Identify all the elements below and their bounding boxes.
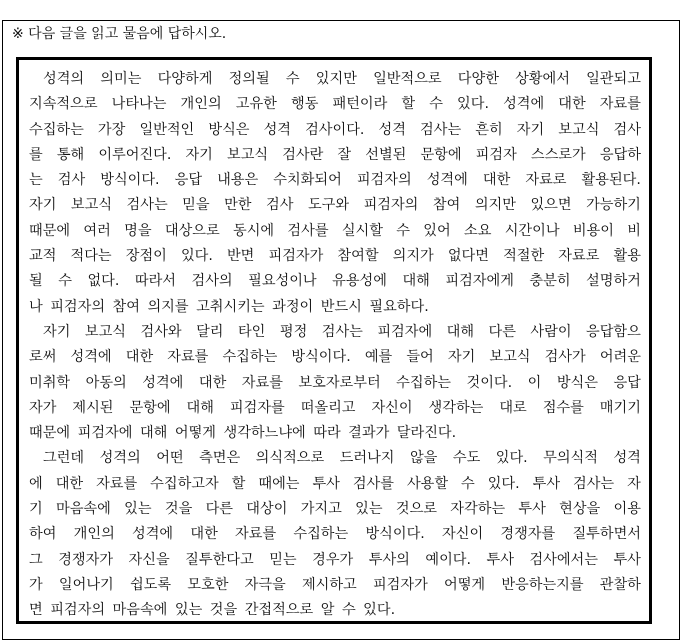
passage-word: 미취학 [29, 374, 71, 391]
passage-word: 적다는 [70, 248, 112, 265]
passage-word: 의지가 [392, 248, 434, 265]
passage-word: 흔히 [475, 121, 503, 138]
passage-word: 수집하고자 [150, 475, 219, 492]
passage-word: 검사가 [544, 349, 586, 366]
passage-word: 자각하는 [450, 501, 506, 518]
passage-word: 다양한 [457, 71, 499, 87]
passage-word: 자료를 [241, 374, 283, 391]
passage-word: 검사이다. [305, 121, 365, 138]
passage-word: 소요 [463, 222, 492, 239]
passage-line [29, 446, 641, 471]
passage-word: 일반적으로 [373, 71, 442, 87]
passage-word: 달리 [196, 323, 224, 340]
passage-word: 자기 [516, 121, 545, 138]
passage-word: 방식은 [556, 374, 598, 391]
passage-word: 투사 [532, 475, 561, 492]
passage-word: 보고식 [70, 197, 113, 214]
passage-word: 활용 [613, 248, 641, 265]
passage-word: 자신을 [128, 551, 170, 568]
passage-word: 검사는 [573, 475, 615, 492]
passage-word: 응답하 [599, 146, 641, 163]
passage-word: 수집하는 [293, 526, 349, 543]
passage-word: 있다. [180, 248, 213, 265]
passage-word: 대상이 [246, 501, 288, 518]
passage-word: 대로 [499, 399, 527, 416]
passage-word: 명을 [124, 222, 152, 239]
passage-line [29, 244, 641, 269]
passage-word: 있다. [487, 475, 520, 492]
passage-word: 무의식적 [543, 450, 598, 467]
passage-line [29, 320, 641, 345]
passage-word: 대한 [558, 96, 586, 113]
passage-word: 만한 [224, 197, 252, 214]
passage-word: 적절한 [503, 248, 545, 265]
passage-word: 반응하는지를 [501, 576, 584, 593]
passage-word: 수집하는 [29, 121, 84, 138]
passage-word: 는 [29, 172, 43, 189]
passage-word: 비 [627, 222, 641, 239]
passage-word: 행동 [290, 96, 319, 113]
passage-word: 검사와 [140, 323, 182, 340]
passage-word: 드러나지 [339, 450, 395, 467]
passage-word: 응답 [613, 374, 641, 391]
passage-word: 나타나는 [111, 96, 167, 113]
passage-word: 응답함으 [586, 323, 641, 340]
passage-word: 피검자에게 [445, 273, 514, 290]
passage-word: 보호자로부터 [298, 374, 381, 391]
passage-word: 를 [29, 146, 43, 163]
passage-word: 일관되고 [586, 71, 641, 87]
passage-line [29, 219, 641, 244]
passage-word: 경쟁자를 [500, 526, 556, 543]
passage-word: 않을 [409, 450, 438, 467]
passage-line [29, 472, 641, 497]
passage-line [29, 522, 641, 547]
passage-word: 다양하게 [157, 71, 213, 87]
passage-word: 자료를 [599, 96, 641, 113]
passage-word: 때문에 [29, 222, 71, 239]
passage-word: 마음속에 [56, 501, 111, 518]
passage-word: 있다. [495, 450, 528, 467]
passage-word: 질투하면서 [572, 526, 641, 543]
passage-word: 경우가 [312, 551, 354, 568]
passage-word: 검사 [57, 172, 86, 189]
passage-word: 성격에 [70, 349, 112, 366]
passage-word: 대상으로 [164, 222, 220, 239]
passage-word: 어떤 [156, 450, 184, 467]
passage-word: 피검자가 [372, 576, 428, 593]
passage-word: 검사에서는 [529, 551, 598, 568]
passage-word: 성격에 [132, 526, 174, 543]
passage-word: 그런데 [43, 450, 85, 467]
passage-word: 할 [231, 475, 246, 492]
passage-word: 경쟁자가 [58, 551, 114, 568]
passage-word: 성격의 [99, 450, 141, 467]
passage-word: 있다. [457, 96, 489, 113]
passage-word: 일반적인 [139, 121, 195, 138]
passage-line [29, 118, 641, 143]
passage-word: 충분히 [529, 273, 571, 290]
passage-line: 면 피검자의 마음속에 있는 것을 간접적으로 알 수 있다. [29, 602, 396, 619]
passage-word: 로써 [29, 349, 57, 366]
passage-word: 가장 [97, 121, 126, 138]
passage-word: 이용 [613, 501, 641, 518]
passage-word: 교적 [29, 248, 57, 265]
passage-word: 따라서 [134, 273, 176, 290]
passage-line: 때문에 피검자에 대해 어떻게 생각하느냐에 따라 결과가 달라진다. [29, 425, 457, 442]
passage-word: 투사의 [368, 551, 410, 568]
passage-line [29, 143, 641, 168]
passage-word: 하여 [29, 526, 57, 543]
passage-word: 이루어진다. [98, 146, 172, 163]
passage-word: 방식이다. [365, 526, 425, 543]
passage-word: 있는 [355, 501, 383, 518]
passage-word: 고유한 [235, 96, 277, 113]
passage-word: 예이다. [425, 551, 472, 568]
passage-word: 검사 [266, 197, 294, 214]
passage-word: 의미는 [100, 71, 142, 87]
passage-word: 자가 [29, 399, 57, 416]
passage-word: 의식적으로 [255, 450, 325, 467]
passage-word: 의지만 [474, 197, 516, 214]
passage-word: 문항에 [420, 146, 462, 163]
passage-word: 투사 [613, 551, 641, 568]
passage-word: 대한 [125, 349, 154, 366]
passage-word: 자신이 [371, 399, 413, 416]
passage-word: 검사란 [282, 146, 324, 163]
passage-word: 관찰하 [599, 576, 641, 593]
passage-word: 검사를 [352, 475, 394, 492]
passage-word: 질투한다고 [185, 551, 254, 568]
passage-word: 이 [527, 374, 542, 391]
passage-word: 보고식 [84, 323, 127, 340]
passage-word: 수도 [452, 450, 481, 467]
passage-line [29, 548, 641, 573]
passage-word: 수집하는 [222, 349, 278, 366]
passage-word: 투사 [312, 475, 340, 492]
passage-word: 가 [29, 576, 43, 593]
passage-word: 동시에 [232, 222, 275, 239]
passage-line: 나 피검자의 참여 의지를 고취시키는 과정이 반드시 필요하다. [29, 298, 429, 315]
passage-word: 자신이 [442, 526, 484, 543]
passage-word: 피검자 [475, 146, 517, 163]
passage-word: 필요성이나 [248, 273, 317, 290]
passage-word: 대해 [446, 323, 475, 340]
passage-word: 패턴이라 [332, 96, 388, 113]
passage-word: 자료를 [96, 475, 138, 492]
passage-word: 그 [29, 551, 43, 568]
passage-word: 자기 [447, 349, 476, 366]
passage-word: 참여 [432, 197, 461, 214]
passage-text [29, 67, 641, 624]
passage-word: 수 [396, 222, 410, 239]
passage-word: 성격에 [426, 172, 468, 189]
passage-word: 지속적으로 [29, 96, 98, 113]
passage-word: 것을 [164, 501, 193, 518]
passage-word: 있어 [423, 222, 451, 239]
passage-word: 어려운 [599, 349, 641, 366]
passage-word: 제시된 [72, 399, 114, 416]
passage-word: 장점이 [125, 248, 167, 265]
passage-word: 문항에 [129, 399, 171, 416]
passage-word: 있으면 [530, 197, 572, 214]
passage-word: 도구와 [307, 197, 350, 214]
passage-word: 일어나기 [58, 576, 114, 593]
passage-word: 성격의 [43, 71, 85, 87]
passage-word: 비용이 [572, 222, 614, 239]
passage-line [29, 396, 641, 421]
passage-word: 검사는 [126, 197, 168, 214]
passage-word: 상황에서 [515, 71, 570, 87]
passage-word: 피검자의 [363, 197, 419, 214]
passage-word: 것이다. [466, 374, 513, 391]
passage-word: 수집하는 [396, 374, 451, 391]
passage-word: 보고식 [558, 121, 600, 138]
passage-word: 검사를 [287, 222, 329, 239]
passage-word: 자기 [29, 197, 57, 214]
instruction-text: ※ 다음 글을 읽고 물음에 답하시오. [12, 26, 227, 42]
passage-word: 대한 [55, 475, 84, 492]
passage-box [16, 57, 652, 624]
passage-word: 성격에 [503, 96, 545, 113]
passage-word: 가지고 [300, 501, 342, 518]
passage-word: 때에는 [258, 475, 300, 492]
passage-word: 응답 [174, 172, 203, 189]
passage-word: 사용할 [406, 475, 449, 492]
passage-word: 대한 [190, 526, 218, 543]
passage-word: 설명하거 [586, 273, 641, 290]
passage-word: 자 [627, 475, 641, 492]
passage-line [29, 345, 641, 370]
passage-word: 현상을 [559, 501, 601, 518]
passage-word: 피검자를 [229, 399, 285, 416]
passage-word: 투사 [518, 501, 546, 518]
passage-word: 성격에 [142, 374, 184, 391]
passage-word: 에 [29, 475, 43, 492]
passage-word: 선별된 [365, 146, 407, 163]
passage-word: 있는 [124, 501, 152, 518]
passage-word: 자기 [185, 146, 213, 163]
passage-word: 없다. [87, 273, 120, 290]
passage-word: 내용은 [217, 172, 259, 189]
passage-word: 어떻게 [444, 576, 486, 593]
passage-word: 피검자에 [377, 323, 433, 340]
passage-word: 성격 [613, 450, 641, 467]
passage-word: 점수를 [542, 399, 584, 416]
passage-word: 떠올리고 [300, 399, 356, 416]
passage-word: 여러 [83, 222, 111, 239]
passage-word: 쉽도록 [129, 576, 172, 593]
passage-word: 반면 [226, 248, 255, 265]
passage-word: 수 [429, 96, 443, 113]
passage-word: 다른 [488, 323, 516, 340]
passage-word: 측면은 [199, 450, 241, 467]
passage-word: 다른 [205, 501, 233, 518]
passage-line [29, 269, 641, 294]
passage-line [29, 92, 641, 117]
passage-word: 없다면 [447, 248, 489, 265]
passage-word: 수 [58, 273, 72, 290]
passage-word: 시간이나 [504, 222, 560, 239]
passage-word: 수 [461, 475, 475, 492]
passage-word: 믿을 [182, 197, 210, 214]
passage-word: 개인의 [180, 96, 222, 113]
passage-word: 수치화되어 [273, 172, 342, 189]
passage-word: 예를 [364, 349, 393, 366]
passage-word: 대한 [482, 172, 511, 189]
passage-word: 성격 [378, 121, 406, 138]
passage-word: 자료로 [558, 248, 600, 265]
passage-word: 기 [29, 501, 43, 518]
passage-word: 검사 [613, 121, 641, 138]
passage-word: 정의될 [228, 71, 270, 87]
passage-word: 방식이다. [291, 349, 351, 366]
passage-word: 아동의 [85, 374, 127, 391]
passage-word: 참여할 [337, 248, 379, 265]
passage-word: 자료를 [167, 349, 209, 366]
passage-word: 보고식 [226, 146, 269, 163]
passage-word: 방식은 [208, 121, 250, 138]
passage-word: 보고식 [489, 349, 531, 366]
passage-word: 자료로 [525, 172, 567, 189]
passage-word: 될 [29, 273, 43, 290]
passage-line [29, 573, 641, 598]
passage-word: 사람이 [530, 323, 572, 340]
passage-word: 피검자의 [356, 172, 412, 189]
passage-word: 투사 [486, 551, 514, 568]
passage-word: 자료를 [235, 526, 277, 543]
passage-word: 대해 [186, 399, 214, 416]
passage-line [29, 67, 641, 92]
passage-word: 평정 [279, 323, 308, 340]
passage-word: 할 [401, 96, 416, 113]
passage-word: 통해 [56, 146, 85, 163]
passage-word: 타인 [237, 323, 266, 340]
passage-word: 피검자가 [268, 248, 324, 265]
passage-line [29, 371, 641, 396]
passage-line [29, 497, 641, 522]
passage-word: 것으로 [395, 501, 437, 518]
passage-word: 검사는 [321, 323, 363, 340]
passage-word: 유용성에 [332, 273, 387, 290]
passage-word: 활용된다. [581, 172, 641, 189]
passage-word: 실시할 [341, 222, 383, 239]
passage-word: 잘 [337, 146, 352, 163]
passage-word: 생각하는 [428, 399, 484, 416]
passage-word: 가능하기 [586, 197, 641, 214]
passage-word: 수 [285, 71, 300, 87]
passage-line [29, 168, 641, 193]
passage-word: 들어 [406, 349, 434, 366]
passage-word: 자기 [43, 323, 71, 340]
passage-line [29, 193, 641, 218]
passage-word: 스스로가 [530, 146, 586, 163]
passage-word: 개인의 [73, 526, 115, 543]
passage-word: 성격 [263, 121, 291, 138]
passage-word: 믿는 [269, 551, 297, 568]
passage-word: 있지만 [315, 71, 357, 87]
passage-word: 자극을 [244, 576, 286, 593]
passage-word: 방식이다. [100, 172, 160, 189]
passage-word: 모호한 [187, 576, 229, 593]
passage-word: 매기기 [599, 399, 641, 416]
passage-word: 검사는 [420, 121, 462, 138]
passage-word: 대해 [402, 273, 430, 290]
passage-word: 제시하고 [301, 576, 357, 593]
passage-word: 대한 [198, 374, 227, 391]
passage-word: 검사의 [191, 273, 233, 290]
